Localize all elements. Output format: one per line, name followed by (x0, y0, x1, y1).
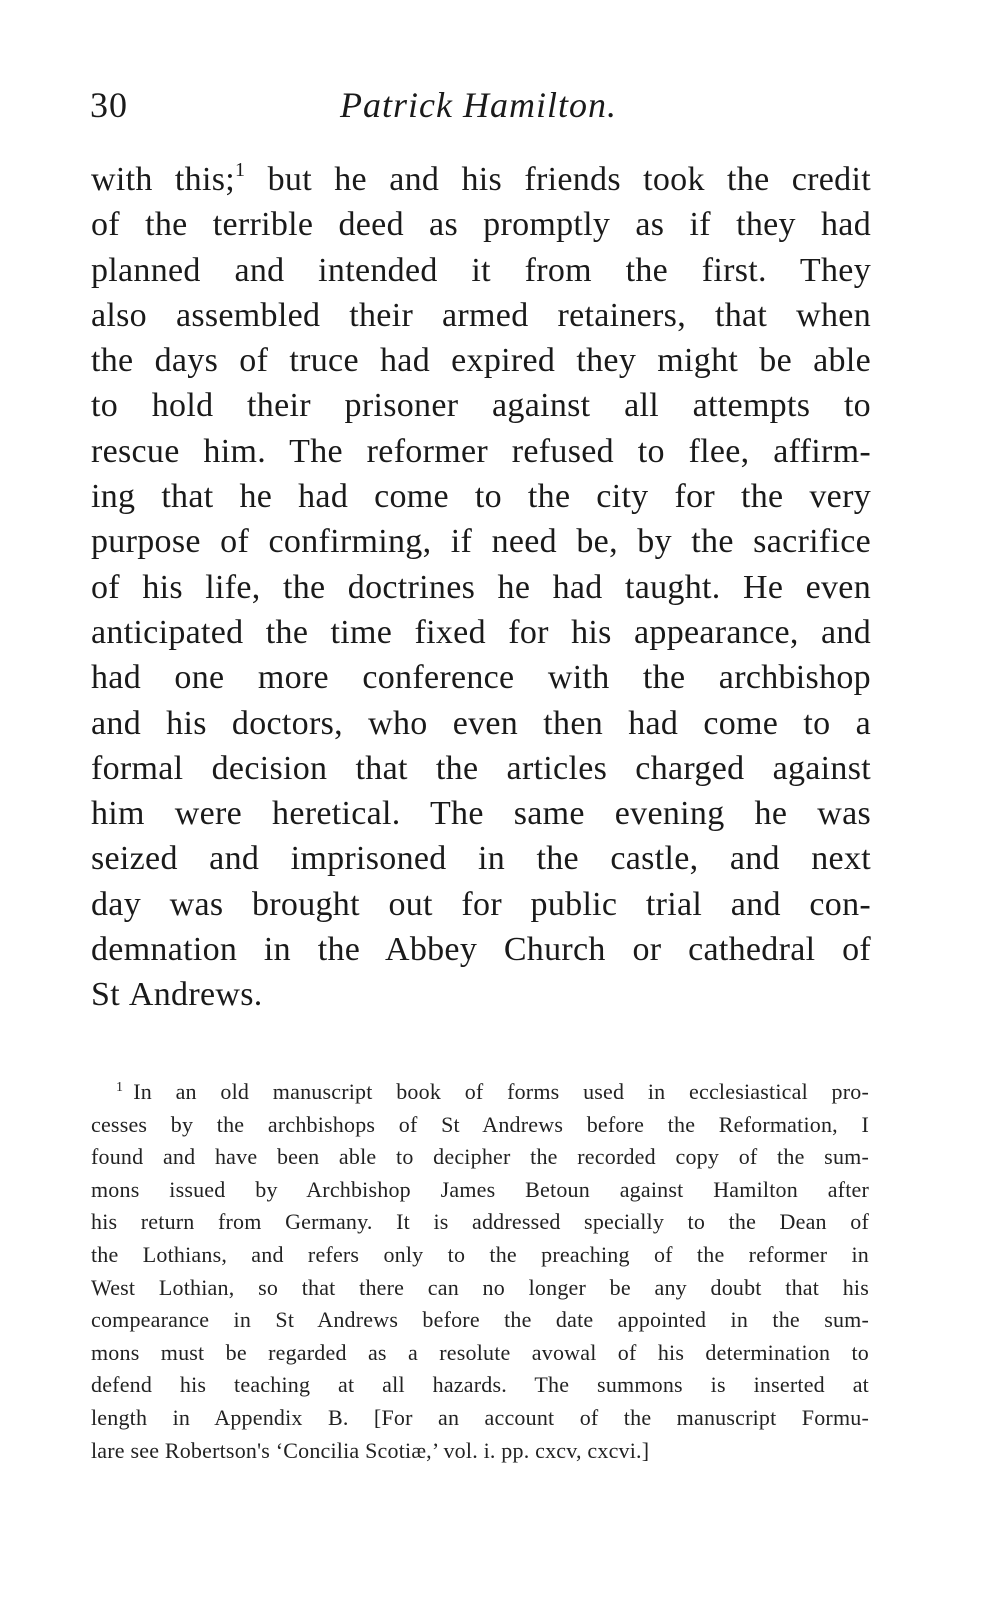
page-number: 30 (90, 85, 128, 125)
footnote-line: length in Appendix B. [For an account of the manuscript Formu- (91, 1404, 869, 1430)
footnote-line: defend his teaching at all hazards. The summons is inserted at (91, 1372, 869, 1398)
body-line: anticipated the time fixed for his appearance, and (91, 613, 871, 651)
footnote-line (91, 1076, 869, 1109)
body-line: of the terrible deed as promptly as if they had (91, 206, 871, 244)
footnote (91, 1076, 869, 1467)
body-line: purpose of confirming, if need be, by the sacrifice (91, 523, 871, 561)
body-line: had one more conference with the archbishop (91, 659, 871, 697)
footnote-line-text: In an old manuscript book of forms used in ecclesiastical pro- (133, 1079, 869, 1104)
body-line: him were heretical. The same evening he was (91, 795, 871, 833)
body-line (91, 157, 871, 202)
footnote-line: lare see Robertson's ‘Concilia Scotiæ,’ vol. i. pp. cxcv, cxcvi.] (91, 1437, 650, 1463)
footnote-line: found and have been able to decipher the recorded copy of the sum- (91, 1144, 869, 1170)
body-line-text: with this; (91, 161, 235, 198)
body-line: also assembled their armed retainers, that when (91, 296, 871, 334)
body-line-text: but he and his friends took the credit (245, 161, 871, 198)
footnote-line: West Lothian, so that there can no longer be any doubt that his (91, 1274, 869, 1300)
body-line: day was brought out for public trial and con- (91, 885, 871, 923)
body-line: rescue him. The reformer refused to flee, affirm- (91, 432, 871, 470)
body-line: to hold their prisoner against all attempts to (91, 387, 871, 425)
footnote-line: his return from Germany. It is addressed specially to the Dean of (91, 1209, 869, 1235)
footnote-reference: 1 (235, 159, 246, 181)
body-line: St Andrews. (91, 976, 263, 1014)
footnote-line: mons must be regarded as a resolute avowal of his determination to (91, 1339, 869, 1365)
footnote-line: cesses by the archbishops of St Andrews before the Reformation, I (91, 1111, 869, 1137)
body-line: formal decision that the articles charged against (91, 749, 871, 787)
body-line: ing that he had come to the city for the very (91, 478, 871, 516)
body-line: planned and intended it from the first. They (91, 251, 871, 289)
body-paragraph (91, 157, 871, 1018)
running-title: Patrick Hamilton. (340, 85, 617, 125)
running-head (90, 80, 870, 130)
body-line: seized and imprisoned in the castle, and next (91, 840, 871, 878)
footnote-marker: 1 (116, 1080, 124, 1095)
body-line: and his doctors, who even then had come to a (91, 704, 871, 742)
footnote-line: the Lothians, and refers only to the preaching of the reformer in (91, 1241, 869, 1267)
body-line: the days of truce had expired they might be able (91, 342, 871, 380)
body-line: demnation in the Abbey Church or cathedral of (91, 931, 871, 969)
footnote-line: mons issued by Archbishop James Betoun against Hamilton after (91, 1176, 869, 1202)
footnote-line: compearance in St Andrews before the date appointed in the sum- (91, 1307, 869, 1333)
body-line: of his life, the doctrines he had taught. He even (91, 568, 871, 606)
